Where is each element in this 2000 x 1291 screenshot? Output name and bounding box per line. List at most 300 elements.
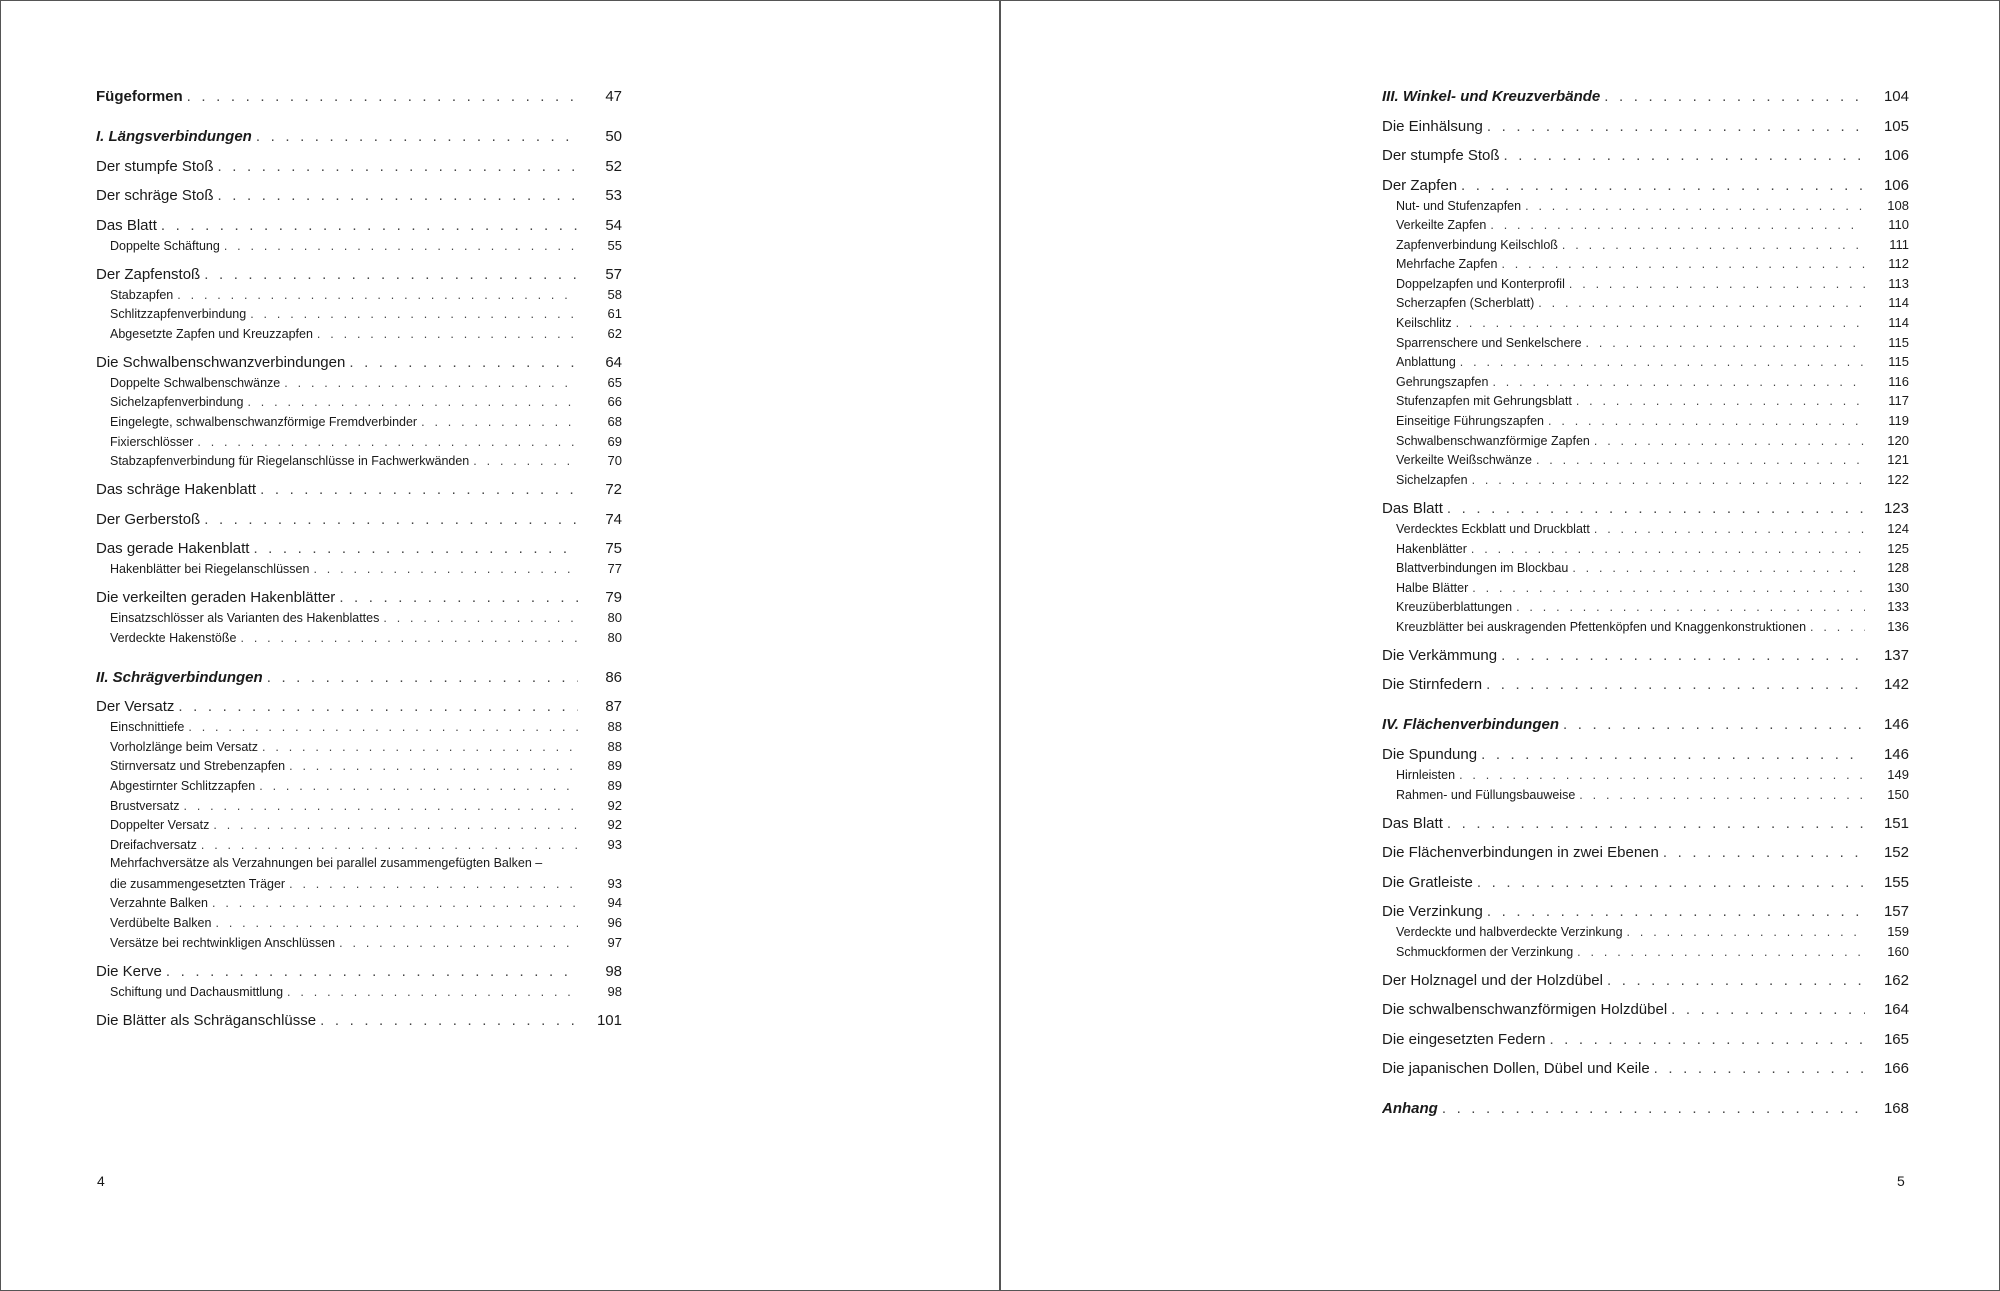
toc-entry-page: 54 [605, 216, 622, 234]
dot-leader [1447, 499, 1865, 519]
toc-entry-title: Hakenblätter [1396, 541, 1467, 556]
toc-entry-title: Fügeformen [96, 88, 183, 105]
toc-entry-page: 105 [1883, 117, 1909, 135]
dot-leader [421, 413, 578, 432]
toc-entry-page: 62 [607, 325, 622, 341]
dot-leader [1549, 1030, 1865, 1050]
toc-subentry [1382, 293, 1909, 313]
toc-subentry [96, 796, 622, 816]
toc-entry-title: Die Schwalbenschwanzverbindungen [96, 353, 346, 371]
dot-leader [1607, 971, 1865, 991]
toc-entry-title: Zapfenverbindung Keilschloß [1396, 237, 1558, 252]
toc-entry [1382, 1030, 1909, 1050]
toc-entry-page: 88 [607, 738, 622, 754]
toc-subentry [96, 874, 622, 894]
toc-subentry [96, 913, 622, 933]
toc-entry-title: Die eingesetzten Federn [1382, 1030, 1546, 1048]
dot-leader [215, 914, 578, 933]
toc-entry-page: 152 [1883, 844, 1909, 862]
page-number: 4 [97, 1173, 105, 1189]
toc-entry [96, 216, 622, 236]
dot-leader [260, 480, 578, 500]
toc-entry-page: 92 [607, 817, 622, 833]
toc-entry-page: 89 [607, 777, 622, 793]
dot-leader [339, 588, 578, 608]
toc-subentry [96, 412, 622, 432]
dot-leader [349, 353, 578, 373]
toc-entry [1382, 1099, 1909, 1119]
dot-leader [161, 216, 578, 236]
toc-entry-title: Eingelegte, schwalbenschwanzförmige Fremdverbinder [110, 415, 418, 430]
toc-subentry [1382, 411, 1909, 431]
dot-leader [212, 894, 578, 913]
toc-entry-title: Der schräge Stoß [96, 187, 214, 204]
toc-entry [1382, 675, 1909, 695]
toc-subentry [96, 893, 622, 913]
toc-entry-page: 121 [1887, 452, 1909, 468]
dot-leader [224, 237, 578, 256]
toc-entry-title: Der Versatz [96, 698, 175, 716]
toc-entry-page: 77 [607, 561, 622, 577]
toc-subentry [96, 373, 622, 393]
toc-entry-page: 113 [1888, 275, 1909, 291]
toc-entry-title: Vorholzlänge beim Versatz [110, 739, 259, 754]
toc-entry [96, 157, 622, 177]
toc-entry-page: 114 [1888, 295, 1909, 311]
dot-leader [177, 286, 578, 305]
toc-entry [1382, 715, 1909, 735]
toc-entry-title: Der stumpfe Stoß [1382, 147, 1500, 164]
toc-entry-page: 117 [1888, 393, 1909, 409]
toc-entry-page: 106 [1883, 176, 1909, 194]
toc-entry-title: Abgesetzte Zapfen und Kreuzzapfen [110, 326, 313, 341]
toc-entry-page: 136 [1887, 618, 1909, 634]
toc-entry-page: 65 [607, 374, 622, 390]
dot-leader [284, 374, 578, 393]
dot-leader [1487, 902, 1865, 922]
toc-entry-page: 123 [1883, 499, 1909, 517]
toc-entry-title: II. Schrägverbindungen [96, 668, 263, 686]
dot-leader [1516, 598, 1865, 617]
dot-leader [1477, 873, 1865, 893]
toc-entry-page: 130 [1887, 579, 1909, 595]
dot-leader [1569, 275, 1865, 294]
toc-entry-title: Einsatzschlösser als Varianten des Hakenblattes [110, 611, 380, 626]
toc-entry-page: 68 [607, 414, 622, 430]
toc-entry-page: 101 [596, 1011, 622, 1029]
dot-leader [218, 186, 578, 206]
toc-entry [96, 127, 622, 147]
dot-leader [1481, 745, 1865, 765]
toc-entry [1382, 146, 1909, 166]
toc-entry-title: Einseitige Führungszapfen [1396, 414, 1545, 429]
dot-leader [317, 325, 578, 344]
dot-leader [1654, 1059, 1865, 1079]
toc-entry [1382, 87, 1909, 107]
toc-entry-title: Mehrfache Zapfen [1396, 257, 1498, 272]
toc-entry-page: 157 [1883, 903, 1909, 921]
toc-entry-page: 94 [607, 895, 622, 911]
toc-subentry [96, 933, 622, 953]
toc-subentry [96, 392, 622, 412]
toc-entry-page: 150 [1887, 786, 1909, 802]
toc-subentry [1382, 597, 1909, 617]
toc-entry-title: Gehrungszapfen [1396, 374, 1489, 389]
toc-subentry [1382, 391, 1909, 411]
toc-subentry [1382, 942, 1909, 962]
toc-entry-title: Stirnversatz und Strebenzapfen [110, 759, 286, 774]
dot-leader [289, 875, 578, 894]
toc-entry-title: Verzahnte Balken [110, 896, 208, 911]
toc-entry-page: 165 [1883, 1030, 1909, 1048]
toc-subentry [1382, 352, 1909, 372]
dot-leader [1671, 1000, 1865, 1020]
toc-entry [1382, 971, 1909, 991]
toc-entry [96, 480, 622, 500]
toc-entry [1382, 902, 1909, 922]
toc-entry-title: Sparrenschere und Senkelschere [1396, 335, 1582, 350]
toc-subentry [96, 236, 622, 256]
dot-leader [1810, 618, 1865, 637]
dot-leader [166, 962, 578, 982]
toc-entry-page: 88 [607, 719, 622, 735]
toc-entry-page: 160 [1887, 943, 1909, 959]
toc-entry-title: Das schräge Hakenblatt [96, 481, 257, 499]
toc-entry-title: Keilschlitz [1396, 316, 1452, 331]
toc-entry-page: 104 [1883, 88, 1909, 105]
dot-leader [201, 836, 578, 855]
toc-entry-title: Doppelte Schäftung [110, 238, 220, 253]
toc-entry-page: 53 [605, 187, 622, 204]
toc-entry-title: Der Gerberstoß [96, 510, 201, 528]
dot-leader [1594, 432, 1865, 451]
toc-entry-title: Verdübelte Balken [110, 916, 212, 931]
dot-leader [1663, 843, 1865, 863]
toc-entry-title: Versätze bei rechtwinkligen Anschlüssen [110, 935, 336, 950]
toc-entry [1382, 117, 1909, 137]
toc-subentry [1382, 313, 1909, 333]
toc-entry-page: 50 [605, 128, 622, 145]
right-page [1000, 0, 2000, 1291]
dot-leader [1486, 675, 1865, 695]
toc-subentry [96, 854, 622, 874]
toc-subentry [96, 776, 622, 796]
toc-entry-title: Das Blatt [1382, 814, 1443, 832]
dot-leader [1472, 471, 1865, 490]
toc-entry-page: 142 [1883, 676, 1909, 694]
dot-leader [383, 609, 578, 628]
dot-leader [1501, 646, 1865, 666]
toc-entry [1382, 499, 1909, 519]
toc-entry-page: 115 [1888, 334, 1909, 350]
toc-entry-title: Die Verkämmung [1382, 646, 1498, 664]
toc-entry [1382, 1059, 1909, 1079]
toc-entry-title: Die japanischen Dollen, Dübel und Keile [1382, 1060, 1650, 1078]
dot-leader [1472, 579, 1865, 598]
toc-entry [1382, 745, 1909, 765]
dot-leader [178, 697, 578, 717]
toc-entry-title: Die Verzinkung [1382, 903, 1483, 921]
dot-leader [1490, 216, 1865, 235]
toc-entry-title: Hirnleisten [1396, 767, 1456, 782]
toc-entry-page: 146 [1883, 745, 1909, 763]
toc-entry-title: Verdeckte und halbverdeckte Verzinkung [1396, 925, 1623, 940]
dot-leader [313, 560, 578, 579]
toc-entry-page: 92 [607, 797, 622, 813]
dot-leader [1504, 146, 1865, 166]
dot-leader [1538, 294, 1865, 313]
toc-entry-title: Blattverbindungen im Blockbau [1396, 561, 1569, 576]
toc-entry-page: 98 [605, 962, 622, 980]
toc-subentry [96, 737, 622, 757]
dot-leader [1525, 197, 1865, 216]
toc-entry-title: Rahmen- und Füllungsbauweise [1396, 787, 1576, 802]
dot-leader [1492, 373, 1865, 392]
table-of-contents-right [1382, 87, 1909, 1119]
toc-entry-title: Das Blatt [1382, 499, 1443, 517]
dot-leader [1627, 923, 1865, 942]
dot-leader [1572, 559, 1865, 578]
toc-subentry [1382, 539, 1909, 559]
dot-leader [1563, 715, 1865, 735]
toc-subentry [1382, 558, 1909, 578]
toc-entry-title: Das Blatt [96, 216, 157, 234]
dot-leader [267, 668, 578, 688]
toc-entry-title: Stabzapfen [110, 287, 174, 302]
dot-leader [204, 510, 578, 530]
dot-leader [250, 305, 578, 324]
toc-entry-title: Schlitzzapfenverbindung [110, 307, 247, 322]
toc-entry-page: 80 [607, 630, 622, 646]
toc-subentry [1382, 372, 1909, 392]
toc-entry-title: Anhang [1382, 1100, 1438, 1118]
toc-entry-title: Doppelte Schwalbenschwänze [110, 375, 281, 390]
toc-entry-title: Das gerade Hakenblatt [96, 540, 250, 558]
toc-entry-page: 151 [1883, 814, 1909, 832]
toc-subentry [1382, 785, 1909, 805]
toc-entry-title: Verdeckte Hakenstöße [110, 631, 237, 646]
toc-entry-title: Verkeilte Weißschwänze [1396, 453, 1532, 468]
toc-entry-page: 106 [1883, 147, 1909, 164]
toc-entry-title: Die Kerve [96, 962, 162, 980]
toc-entry-page: 52 [605, 157, 622, 175]
toc-subentry [96, 559, 622, 579]
toc-subentry [96, 815, 622, 835]
toc-entry-title: Kreuzblätter bei auskragenden Pfettenköpfen und Knaggenkonstruktionen [1396, 619, 1807, 634]
toc-subentry [96, 451, 622, 471]
toc-entry [1382, 873, 1909, 893]
toc-subentry [96, 608, 622, 628]
dot-leader [187, 87, 578, 107]
toc-entry [1382, 814, 1909, 834]
toc-subentry [1382, 450, 1909, 470]
toc-subentry [1382, 235, 1909, 255]
toc-entry-page: 58 [607, 286, 622, 302]
toc-entry-title: I. Längsverbindungen [96, 128, 252, 145]
toc-subentry [1382, 215, 1909, 235]
toc-entry-page: 70 [607, 453, 622, 469]
toc-entry [1382, 1000, 1909, 1020]
toc-entry-title: Kreuzüberblattungen [1396, 600, 1513, 615]
toc-entry-page: 69 [607, 433, 622, 449]
dot-leader [240, 629, 578, 648]
dot-leader [197, 433, 578, 452]
toc-subentry [96, 756, 622, 776]
toc-entry-page: 124 [1887, 520, 1909, 536]
dot-leader [213, 816, 578, 835]
toc-subentry [1382, 617, 1909, 637]
dot-leader [218, 157, 578, 177]
toc-entry-page: 162 [1883, 971, 1909, 989]
dot-leader [1459, 766, 1865, 785]
dot-leader [183, 797, 578, 816]
toc-entry-title: Dreifachversatz [110, 837, 197, 852]
toc-entry-title: Schmuckformen der Verzinkung [1396, 944, 1574, 959]
toc-subentry [1382, 431, 1909, 451]
toc-entry-page: 86 [605, 668, 622, 686]
toc-subentry [96, 628, 622, 648]
toc-entry-title: IV. Flächenverbindungen [1382, 716, 1559, 734]
dot-leader [289, 757, 578, 776]
toc-entry-title: Einschnittiefe [110, 720, 185, 735]
toc-entry-title: Verkeilte Zapfen [1396, 218, 1487, 233]
toc-entry-page: 72 [605, 481, 622, 499]
toc-entry [96, 265, 622, 285]
dot-leader [1442, 1099, 1865, 1119]
toc-entry-page: 55 [607, 237, 622, 253]
toc-entry [1382, 843, 1909, 863]
toc-entry-page: 75 [605, 540, 622, 558]
toc-subentry [1382, 333, 1909, 353]
toc-entry [96, 510, 622, 530]
toc-entry-page: 96 [607, 915, 622, 931]
dot-leader [1487, 117, 1865, 137]
toc-subentry [96, 835, 622, 855]
dot-leader [320, 1011, 578, 1031]
toc-entry-page: 114 [1888, 315, 1909, 331]
dot-leader [473, 452, 578, 471]
toc-entry-title: Die Gratleiste [1382, 873, 1473, 891]
toc-entry-title: Die schwalbenschwanzförmigen Holzdübel [1382, 1001, 1668, 1019]
toc-subentry [1382, 196, 1909, 216]
toc-entry-page: 137 [1883, 646, 1909, 664]
toc-entry-title: Stufenzapfen mit Gehrungsblatt [1396, 394, 1572, 409]
toc-subentry [96, 982, 622, 1002]
toc-entry [96, 962, 622, 982]
toc-entry-title: Die Flächenverbindungen in zwei Ebenen [1382, 844, 1659, 862]
toc-entry-page: 128 [1887, 560, 1909, 576]
dot-leader [1501, 255, 1865, 274]
toc-entry-page: 98 [607, 983, 622, 999]
toc-entry-page: 133 [1887, 599, 1909, 615]
toc-entry-title: Der Zapfen [1382, 176, 1458, 194]
toc-entry-title: Der stumpfe Stoß [96, 157, 214, 175]
toc-entry-title: Sichelzapfenverbindung [110, 395, 244, 410]
dot-leader [1577, 943, 1865, 962]
toc-entry-page: 61 [607, 306, 622, 322]
toc-entry-page: 112 [1888, 256, 1909, 272]
dot-leader [1548, 412, 1865, 431]
toc-entry-title: Fixierschlösser [110, 434, 194, 449]
toc-entry [96, 186, 622, 206]
dot-leader [1586, 334, 1865, 353]
toc-entry-title: Der Holznagel und der Holzdübel [1382, 971, 1603, 989]
toc-entry [96, 588, 622, 608]
toc-subentry [1382, 254, 1909, 274]
toc-entry-title: Doppelzapfen und Konterprofil [1396, 276, 1565, 291]
dot-leader [339, 934, 578, 953]
table-of-contents-left [96, 87, 622, 1031]
dot-leader [188, 718, 578, 737]
page-number: 5 [1897, 1173, 1905, 1189]
toc-subentry [96, 432, 622, 452]
toc-entry-title: III. Winkel- und Kreuzverbände [1382, 88, 1601, 105]
toc-entry-page: 116 [1888, 373, 1909, 389]
dot-leader [287, 983, 578, 1002]
toc-entry [1382, 646, 1909, 666]
dot-leader [1562, 236, 1865, 255]
dot-leader [262, 738, 578, 757]
toc-subentry [1382, 922, 1909, 942]
toc-entry-page: 155 [1883, 873, 1909, 891]
toc-entry-page: 74 [605, 510, 622, 528]
toc-entry-page: 111 [1889, 236, 1909, 252]
toc-entry [96, 697, 622, 717]
toc-subentry [1382, 765, 1909, 785]
toc-entry-page: 122 [1887, 471, 1909, 487]
dot-leader [1456, 314, 1865, 333]
toc-entry-title: Stabzapfenverbindung für Riegelanschlüsse in Fachwerkwänden [110, 454, 470, 469]
toc-entry-page: 166 [1883, 1060, 1909, 1078]
toc-subentry [96, 304, 622, 324]
dot-leader [204, 265, 578, 285]
toc-entry-page: 120 [1887, 432, 1909, 448]
toc-entry-title: Brustversatz [110, 798, 180, 813]
toc-entry-title: Anblattung [1396, 355, 1456, 370]
dot-leader [1460, 353, 1865, 372]
toc-subentry [96, 285, 622, 305]
toc-entry-page: 93 [607, 836, 622, 852]
toc-entry-page: 93 [607, 875, 622, 891]
toc-entry-title: Die Spundung [1382, 745, 1478, 763]
toc-entry-title: Schwalbenschwanzförmige Zapfen [1396, 433, 1590, 448]
toc-entry-page: 64 [605, 353, 622, 371]
toc-entry [96, 539, 622, 559]
toc-entry-page: 159 [1887, 924, 1909, 940]
toc-entry-title: Verdecktes Eckblatt und Druckblatt [1396, 521, 1590, 536]
toc-subentry [1382, 470, 1909, 490]
toc-entry-title: Schiftung und Dachausmittlung [110, 984, 284, 999]
dot-leader [1536, 451, 1865, 470]
dot-leader [1461, 176, 1865, 196]
toc-entry-title: Die Blätter als Schräganschlüsse [96, 1011, 317, 1029]
dot-leader [1594, 520, 1865, 539]
toc-entry [1382, 176, 1909, 196]
toc-entry-title: die zusammengesetzten Träger [110, 876, 286, 891]
dot-leader [247, 393, 578, 412]
dot-leader [1576, 392, 1865, 411]
toc-entry-title: Die Einhälsung [1382, 117, 1483, 135]
toc-entry-title: Halbe Blätter [1396, 580, 1469, 595]
toc-entry-page: 97 [607, 934, 622, 950]
toc-entry-page: 89 [607, 758, 622, 774]
dot-leader [1471, 540, 1865, 559]
toc-subentry [96, 324, 622, 344]
dot-leader [259, 777, 578, 796]
toc-entry [96, 87, 622, 107]
toc-entry [96, 668, 622, 688]
toc-entry-page: 164 [1883, 1001, 1909, 1019]
